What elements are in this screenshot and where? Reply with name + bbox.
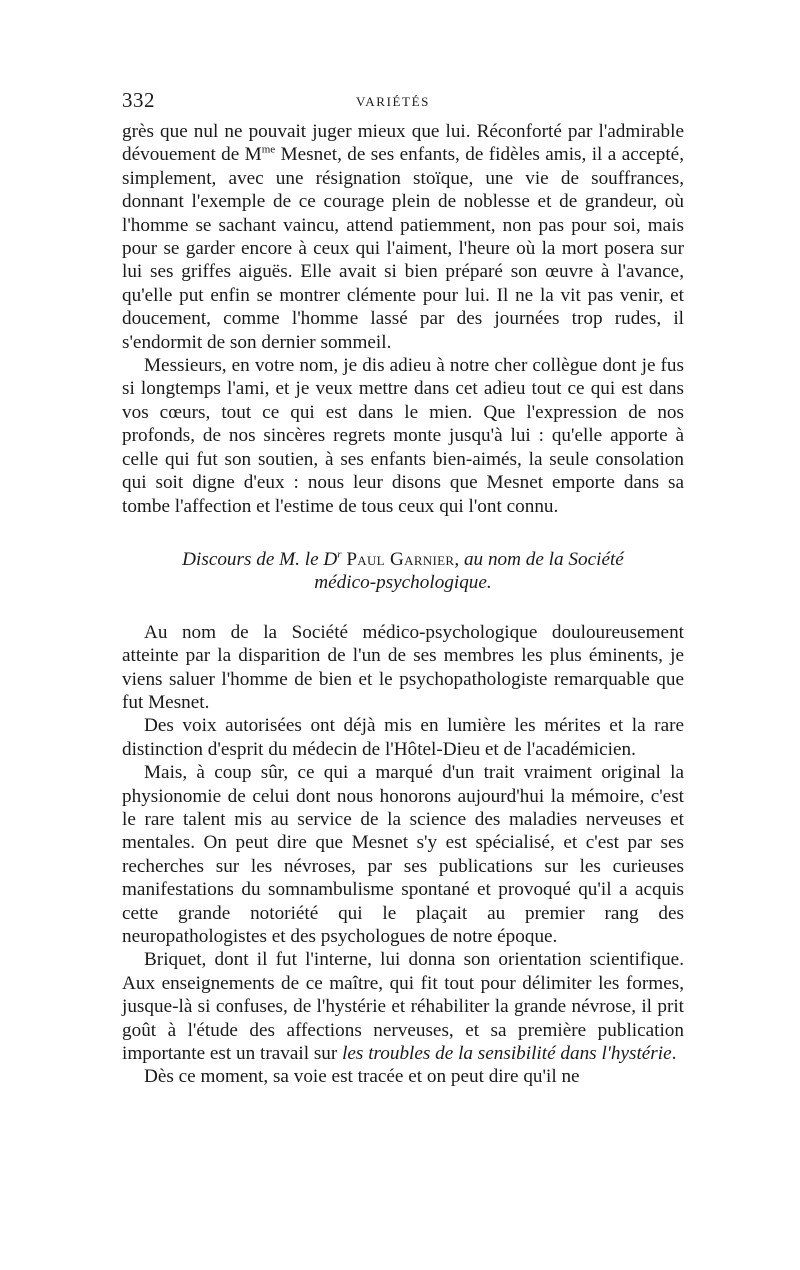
heading-speaker-name: Paul Garnier	[346, 548, 455, 570]
section-heading-line-1	[122, 548, 684, 571]
page-number: 332	[122, 88, 155, 112]
section-heading-line-2: médico-psychologique.	[314, 572, 492, 594]
superscript-me: me	[261, 144, 276, 157]
paragraph-3: Au nom de la Société médico-psychologique douloureusement atteinte par la disparition de l'un de ses membres les plus éminents, je viens saluer l'homme de bien et le psychopathologiste remarquable que fut Mesnet.	[122, 621, 684, 713]
paragraph-6-end: .	[671, 1043, 677, 1065]
paragraph-1	[122, 120, 684, 354]
paragraph-6	[122, 948, 684, 1065]
book-page	[122, 88, 684, 1089]
heading-part-2: , au nom de la Société	[454, 548, 624, 570]
paragraph-6-work-title: les troubles de la sensibilité dans l'hystérie	[342, 1043, 672, 1065]
paragraph-4: Des voix autorisées ont déjà mis en lumière les mérites et la rare distinction d'esprit du médecin de l'Hôtel-Dieu et de l'académicien.	[122, 715, 684, 760]
heading-superscript: r	[337, 548, 342, 561]
section-heading	[122, 548, 684, 595]
heading-part-1: Discours de M. le D	[182, 548, 338, 570]
running-title: VARIÉTÉS	[356, 94, 430, 109]
paragraph-1-rest: Mesnet, de ses enfants, de fidèles amis, il a accepté, simplement, avec une résignation stoïque, une vie de souffrances, donnant l'exemple de ce courage plein de noblesse et de grandeur, où l'homme se sachant vaincu, attend patiemment, non pas pour soi, mais pour se garder encore à ceux qui l'aiment, l'heure où la mort posera sur lui ses griffes aiguës. Elle avait si bien préparé son œuvre à l'avance, qu'elle put enfin se montrer clémente pour lui. Il ne la vit pas venir, et doucement, comme l'homme lassé par des journées trop rudes, il s'endormit de son dernier sommeil.	[122, 144, 684, 353]
running-head	[122, 88, 684, 120]
paragraph-7: Dès ce moment, sa voie est tracée et on peut dire qu'il ne	[144, 1066, 580, 1088]
paragraph-2: Messieurs, en votre nom, je dis adieu à notre cher collègue dont je fus si longtemps l'ami, et je veux mettre dans cet adieu tout ce qui est dans vos cœurs, tout ce qui est dans le mien. Que l'expression de nos profonds, de nos sincères regrets monte jusqu'à lui : qu'elle apporte à celle qui fut son soutien, à ses enfants bien-aimés, la seule consolation qui soit digne d'eux : nous leur disons que Mesnet emporte dans sa tombe l'affection et l'estime de tous ceux qui l'ont connu.	[122, 355, 684, 517]
paragraph-6-text: Briquet, dont il fut l'interne, lui donna son orientation scientifique. Aux enseignements de ce maître, qui fit tout pour délimiter les formes, jusque-là si confuses, de l'hystérie et réhabiliter la grande névrose, il prit goût à l'étude des affections nerveuses, et sa première publication importante est un travail sur	[122, 949, 684, 1065]
paragraph-5: Mais, à coup sûr, ce qui a marqué d'un trait vraiment original la physionomie de celui dont nous honorons aujourd'hui la mémoire, c'est le rare talent mis au service de la science des maladies nerveuses et mentales. On peut dire que Mesnet s'y est spécialisé, et c'est par ses recherches sur les névroses, par ses publications sur les curieuses manifestations du somnambulisme spontané et provoqué qu'il a acquis cette grande notoriété qui le plaçait au premier rang des neuropathologistes et des psychologues de notre époque.	[122, 762, 684, 947]
paragraph-1-text: grès que nul ne pouvait juger mieux que lui. Réconforté par l'admirable dévouement de M	[122, 121, 684, 166]
